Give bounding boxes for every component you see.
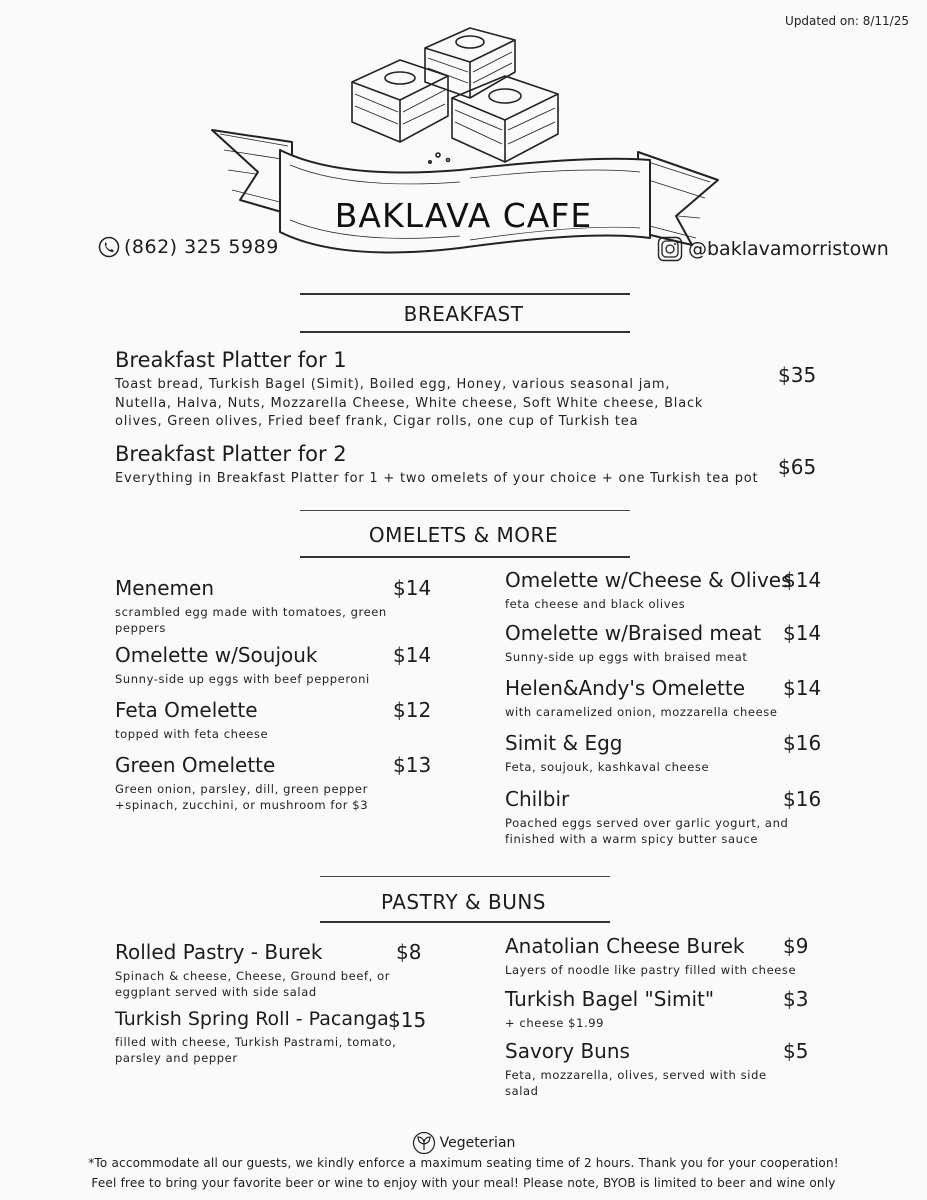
- item-desc: with caramelized onion, mozzarella cheese: [505, 705, 778, 719]
- item-desc: Feta, soujouk, kashkaval cheese: [505, 760, 710, 774]
- divider: [320, 921, 610, 923]
- item-name: Omelette w/Cheese & Olives: [505, 568, 792, 592]
- menu-item: [505, 787, 825, 847]
- phone-contact[interactable]: [98, 236, 279, 258]
- item-name: Simit & Egg: [505, 731, 623, 755]
- item-name: Helen&Andy's Omelette: [505, 676, 746, 700]
- phone-number: (862) 325 5989: [124, 236, 279, 258]
- section-title-breakfast: BREAKFAST: [403, 302, 524, 326]
- divider: [320, 876, 610, 877]
- menu-item: [505, 1039, 825, 1099]
- divider: [300, 556, 630, 558]
- item-price: $16: [783, 731, 822, 755]
- item-desc: scrambled egg made with tomatoes, green peppers: [115, 605, 387, 635]
- item-name: Menemen: [115, 576, 215, 600]
- menu-item: [505, 621, 825, 665]
- item-price: $14: [783, 621, 822, 645]
- item-price: $3: [783, 987, 809, 1011]
- item-price: $9: [783, 934, 809, 958]
- item-price: $14: [783, 676, 822, 700]
- item-name: Breakfast Platter for 1: [115, 348, 347, 372]
- item-price: $65: [778, 455, 817, 479]
- item-name: Chilbir: [505, 787, 570, 811]
- menu-item: [115, 940, 435, 1000]
- menu-item: [115, 643, 425, 687]
- item-name: Breakfast Platter for 2: [115, 442, 347, 466]
- footer-note-byob: Feel free to bring your favorite beer or wine to enjoy with your meal! Please note, BYOB is limited to beer and wine only: [91, 1176, 836, 1190]
- menu-item: [505, 568, 825, 612]
- instagram-handle: @baklavamorristown: [688, 238, 889, 260]
- item-name: Anatolian Cheese Burek: [505, 934, 745, 958]
- item-price: $13: [393, 753, 432, 777]
- item-desc: Toast bread, Turkish Bagel (Simit), Boiled egg, Honey, various seasonal jam, Nutella, Halva, Nuts, Mozzarella Cheese, White cheese, Soft White cheese, Black olives, Green olives, Fried beef frank, Cigar rolls, one cup of Turkish tea: [115, 377, 704, 429]
- leaf-icon: [412, 1131, 436, 1155]
- item-price: $5: [783, 1039, 809, 1063]
- item-desc: Green onion, parsley, dill, green pepper +spinach, zucchini, or mushroom for $3: [115, 782, 369, 812]
- divider: [300, 510, 630, 511]
- item-price: $14: [783, 568, 822, 592]
- menu-item: [505, 934, 825, 978]
- menu-item: [115, 1008, 435, 1066]
- updated-date: Updated on: 8/11/25: [785, 14, 909, 28]
- item-name: Feta Omelette: [115, 698, 258, 722]
- item-desc: topped with feta cheese: [115, 727, 269, 741]
- menu-item: [115, 698, 425, 742]
- item-price: $12: [393, 698, 432, 722]
- menu-item: [115, 753, 425, 813]
- ribbon-banner-icon: [200, 120, 730, 270]
- item-price: $14: [393, 576, 432, 600]
- item-name: Omelette w/Braised meat: [505, 621, 762, 645]
- item-name: Green Omelette: [115, 753, 276, 777]
- menu-item: [505, 731, 825, 775]
- footer-note-seating: *To accommodate all our guests, we kindly enforce a maximum seating time of 2 hours. Thank you for your cooperation!: [88, 1156, 839, 1170]
- item-name: Turkish Spring Roll - Pacanga: [115, 1008, 389, 1030]
- item-price: $16: [783, 787, 822, 811]
- item-price: $35: [778, 363, 817, 387]
- section-title-omelets: OMELETS & MORE: [368, 523, 559, 547]
- section-title-pastry: PASTRY & BUNS: [380, 890, 547, 914]
- menu-item: [115, 442, 835, 489]
- divider: [300, 293, 630, 295]
- item-desc: Everything in Breakfast Platter for 1 + two omelets of your choice + one Turkish tea pot: [115, 471, 759, 486]
- item-name: Savory Buns: [505, 1039, 630, 1063]
- instagram-contact[interactable]: [657, 236, 889, 262]
- item-desc: Sunny-side up eggs with braised meat: [505, 650, 748, 664]
- phone-icon: [98, 236, 120, 258]
- item-desc: filled with cheese, Turkish Pastrami, tomato, parsley and pepper: [115, 1035, 397, 1065]
- item-price: $8: [396, 940, 422, 964]
- menu-item: [505, 987, 825, 1031]
- item-desc: Poached eggs served over garlic yogurt, and finished with a warm spicy butter sauce: [505, 816, 789, 846]
- vegetarian-legend: [0, 1131, 927, 1155]
- item-desc: Layers of noodle like pastry filled with cheese: [505, 963, 797, 977]
- menu-item: [115, 348, 765, 432]
- item-name: Rolled Pastry - Burek: [115, 940, 323, 964]
- item-desc: feta cheese and black olives: [505, 597, 686, 611]
- item-desc: Sunny-side up eggs with beef pepperoni: [115, 672, 370, 686]
- vegetarian-label: Vegeterian: [439, 1135, 516, 1151]
- divider: [300, 331, 630, 333]
- menu-item: [505, 676, 825, 720]
- brand-title: BAKLAVA CAFE: [334, 196, 593, 235]
- instagram-icon: [657, 236, 683, 262]
- item-price: $15: [388, 1008, 427, 1032]
- item-desc: Feta, mozzarella, olives, served with side salad: [505, 1068, 767, 1098]
- item-name: Omelette w/Soujouk: [115, 643, 318, 667]
- item-price: $14: [393, 643, 432, 667]
- item-desc: + cheese $1.99: [505, 1016, 605, 1030]
- item-desc: Spinach & cheese, Cheese, Ground beef, or eggplant served with side salad: [115, 969, 391, 999]
- item-name: Turkish Bagel "Simit": [505, 987, 715, 1011]
- menu-item: [115, 576, 425, 636]
